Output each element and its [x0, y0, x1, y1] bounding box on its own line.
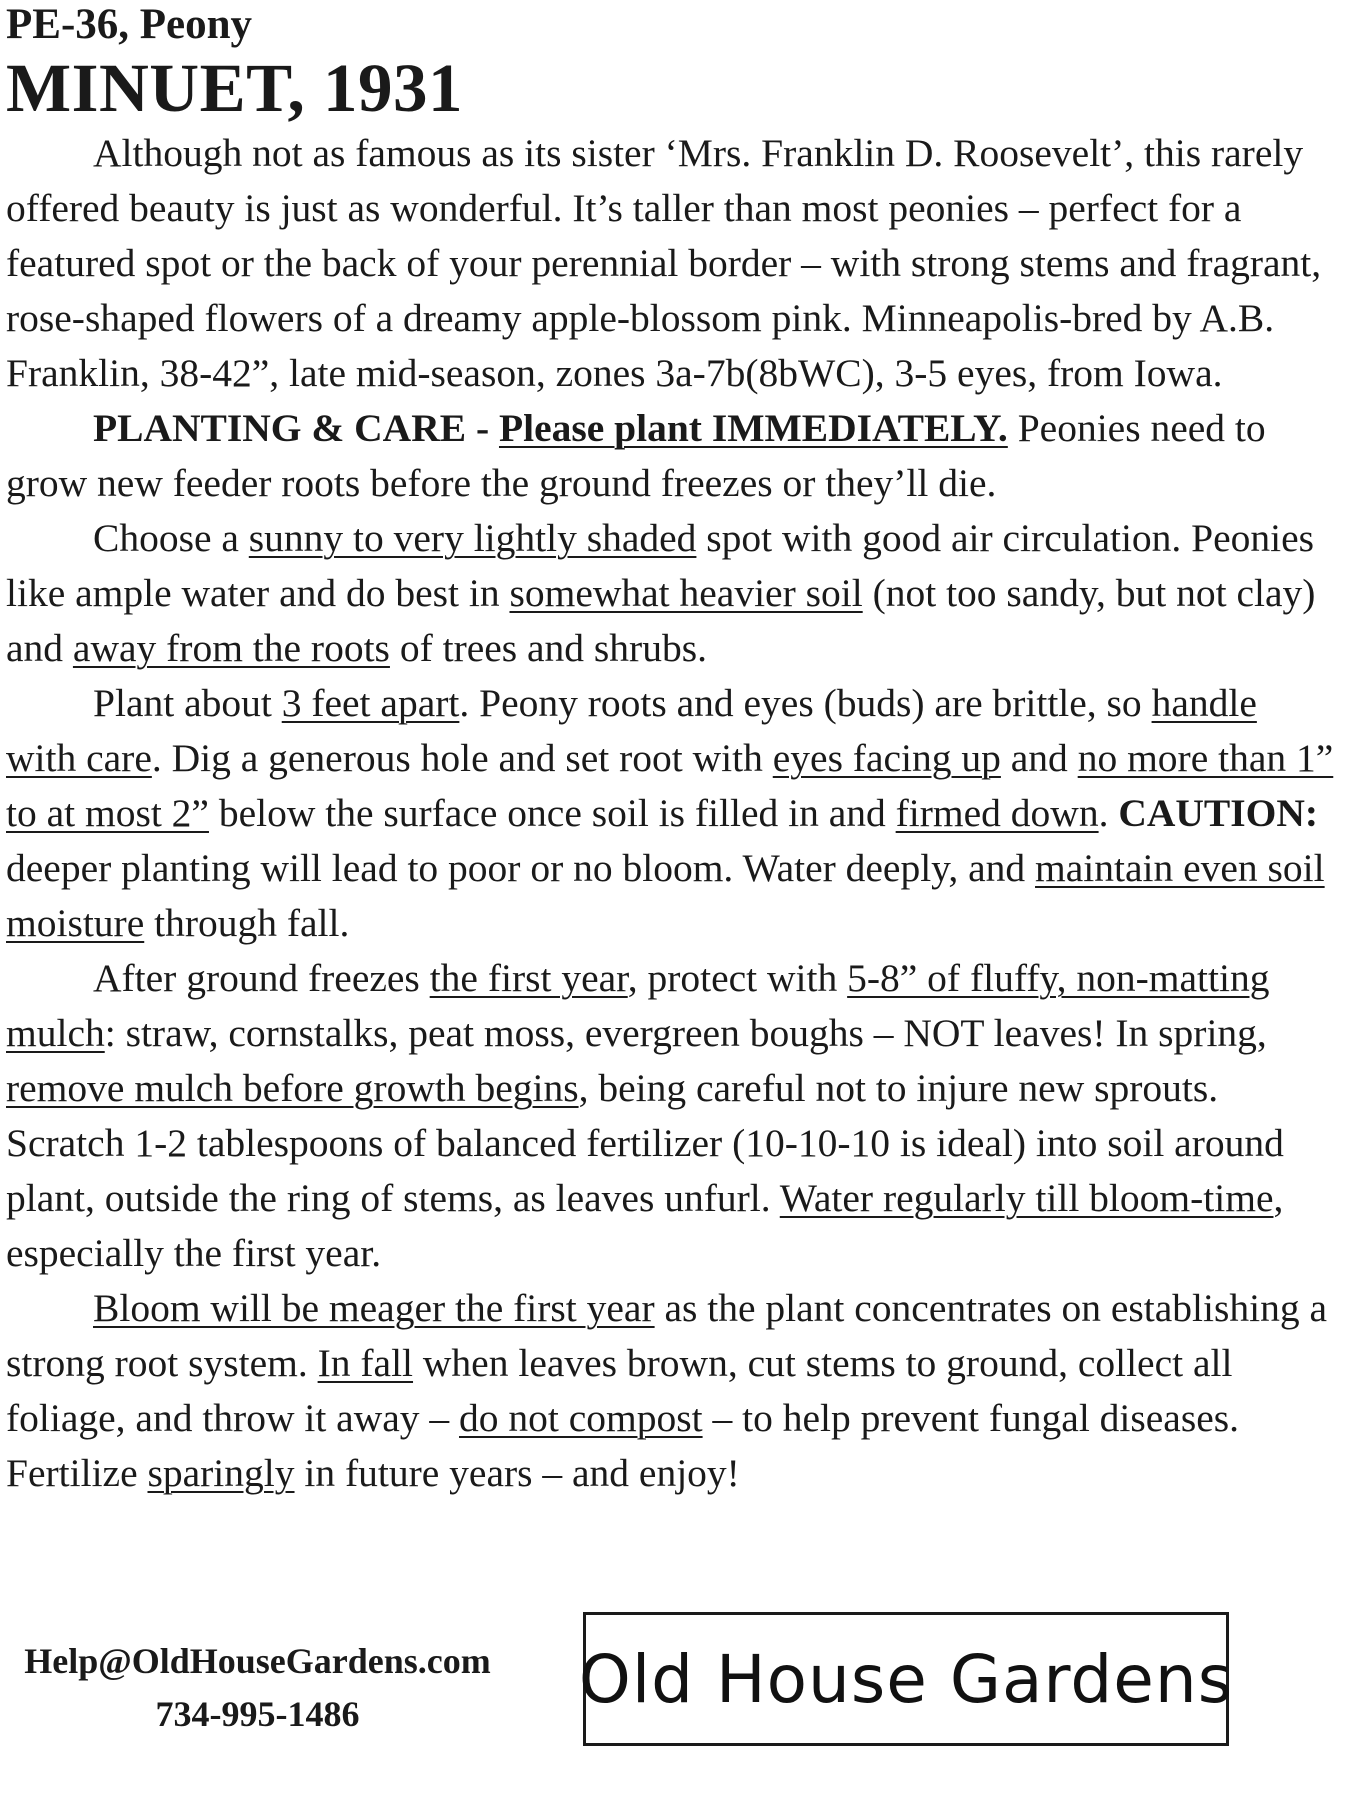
winter-emphasis: remove mulch before growth begins: [6, 1066, 579, 1110]
plant-immediately-notice: Please plant IMMEDIATELY.: [498, 406, 1008, 450]
plant-emphasis: firmed down: [895, 791, 1099, 835]
description-text: Although not as famous as its sister ‘Mrs. Franklin D. Roosevelt’, this rarely offered beauty is just as wonderful. It’s taller than most peonies – perfect for a featured spot or the back of your perennial border – with strong stems and fragrant, rose-shaped flowers of a dreamy apple-blossom pink. Minneapolis-bred by A.B. Franklin, 38-42”, late mid-season, zones 3a-7b(8bWC), 3-5 eyes, from Iowa.: [6, 131, 1322, 395]
bloom-text: – to help prevent fungal diseases. Fertilize: [6, 1396, 1239, 1495]
bloom-text: in future years – and enjoy!: [294, 1451, 740, 1495]
winter-emphasis: 5-8” of fluffy, non-matting mulch: [6, 956, 1270, 1055]
brand-logo: [578, 1612, 1234, 1746]
description-paragraph: [6, 126, 1336, 401]
caution-label: CAUTION:: [1118, 791, 1319, 835]
planting-heading: PLANTING & CARE -: [93, 406, 490, 450]
plant-emphasis: 3 feet apart: [281, 681, 460, 725]
plant-emphasis: no more than 1” to at most 2”: [6, 736, 1334, 835]
winter-text: , protect with: [627, 956, 848, 1000]
winter-text: , being careful not to injure new sprouts. Scratch 1-2 tablespoons of balanced fertilizer (10-10-10 is ideal) into soil around plant, outside the ring of stems, as leaves unfurl.: [6, 1066, 1284, 1220]
winter-text: , especially the first year.: [6, 1176, 1284, 1275]
location-emphasis: somewhat heavier soil: [509, 571, 863, 615]
brand-logo-text: Old House Gardens: [578, 1640, 1234, 1718]
winter-emphasis: the first year: [429, 956, 628, 1000]
bloom-paragraph: [6, 1281, 1336, 1501]
plant-text: below the surface once soil is filled in and: [208, 791, 896, 835]
plant-text: and: [1000, 736, 1078, 780]
bloom-text: as the plant concentrates on establishing a strong root system.: [6, 1286, 1327, 1385]
plant-emphasis: eyes facing up: [772, 736, 1001, 780]
bloom-emphasis: In fall: [317, 1341, 414, 1385]
plant-text: deeper planting will lead to poor or no bloom. Water deeply, and: [6, 846, 1036, 890]
bloom-emphasis: Bloom will be meager the first year: [93, 1286, 655, 1330]
instruction-sheet: [6, 0, 1336, 1501]
planting-paragraph: [6, 401, 1336, 511]
winter-text: After ground freezes: [93, 956, 430, 1000]
winter-care-paragraph: [6, 951, 1336, 1281]
contact-info: [0, 1635, 515, 1741]
page-title: MINUET, 1931: [6, 50, 464, 126]
location-text: (not too sandy, but not clay) and: [6, 571, 1316, 670]
contact-email[interactable]: Help@OldHouseGardens.com: [24, 1641, 491, 1681]
plant-text: . Peony roots and eyes (buds) are brittle, so: [459, 681, 1152, 725]
planting-depth-paragraph: [6, 676, 1336, 951]
body-text: [6, 126, 1336, 1501]
plant-text: through fall.: [144, 901, 350, 945]
location-emphasis: sunny to very lightly shaded: [248, 516, 697, 560]
location-paragraph: [6, 511, 1336, 676]
location-text: spot with good air circulation. Peonies like ample water and do best in: [6, 516, 1315, 615]
bloom-emphasis: do not compost: [459, 1396, 703, 1440]
planting-text: Peonies need to grow new feeder roots before the ground freezes or they’ll die.: [6, 406, 1266, 505]
plant-text: . Dig a generous hole and set root with: [151, 736, 773, 780]
winter-text: : straw, cornstalks, peat moss, evergreen boughs – NOT leaves! In spring,: [104, 1011, 1267, 1055]
bloom-text: when leaves brown, cut stems to ground, collect all foliage, and throw it away –: [6, 1341, 1233, 1440]
plant-text: .: [1098, 791, 1119, 835]
winter-emphasis: Water regularly till bloom-time: [779, 1176, 1274, 1220]
bloom-emphasis: sparingly: [147, 1451, 295, 1495]
contact-phone[interactable]: 734-995-1486: [155, 1694, 360, 1734]
location-text: Choose a: [93, 516, 249, 560]
plant-emphasis: maintain even soil moisture: [6, 846, 1325, 945]
plant-text: Plant about: [93, 681, 282, 725]
location-text: of trees and shrubs.: [389, 626, 707, 670]
location-emphasis: away from the roots: [72, 626, 390, 670]
product-code: PE-36, Peony: [6, 1, 253, 48]
plant-emphasis: handle with care: [6, 681, 1257, 780]
